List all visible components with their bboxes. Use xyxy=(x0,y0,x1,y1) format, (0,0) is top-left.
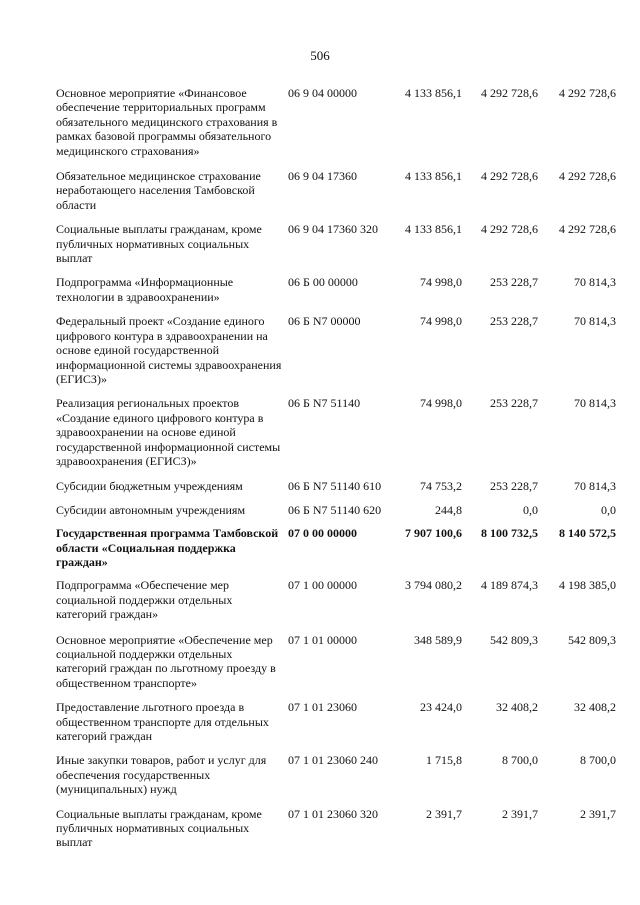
amount-year-2: 4 189 874,3 xyxy=(481,578,538,593)
row-name: Предоставление льготного проезда в общественном транспорте для отдельных категорий граждан xyxy=(56,700,269,744)
table-row xyxy=(56,807,616,850)
row-code xyxy=(286,222,398,236)
amount-year-1: 7 907 100,6 xyxy=(405,526,462,541)
target-code: 06 9 04 17360 xyxy=(288,222,357,237)
amount-year-1: 1 715,8 xyxy=(426,753,462,768)
target-code: 07 1 01 23060 xyxy=(288,700,357,715)
amount-year-3: 2 391,7 xyxy=(580,806,616,821)
amount-year-1: 4 133 856,1 xyxy=(405,86,462,100)
amount-year-3: 70 814,3 xyxy=(574,314,616,329)
amount-year-1: 74 998,0 xyxy=(420,396,462,411)
amount-year-3: 4 292 728,6 xyxy=(559,169,616,184)
row-name: Иные закупки товаров, работ и услуг для обеспечения государственных (муниципальных) нужд xyxy=(56,753,267,797)
row-name: Федеральный проект «Создание единого цифрового контура в здравоохранении на основе единой государственной информационной системы здравоохранения (ЕГИСЗ)» xyxy=(56,314,282,386)
target-code: 06 9 04 00000 xyxy=(288,86,357,100)
table-row xyxy=(56,753,616,796)
row-code xyxy=(286,396,398,410)
table-row xyxy=(56,578,616,621)
amount-year-2: 253 228,7 xyxy=(490,314,538,329)
amount-year-3: 8 140 572,5 xyxy=(559,526,616,541)
row-code xyxy=(286,633,398,647)
table-row xyxy=(56,526,616,569)
table-row xyxy=(56,396,616,468)
target-code: 06 Б N7 51140 xyxy=(288,479,361,494)
row-name: Основное мероприятие «Финансовое обеспечение территориальных программ обязательного медицинского страхования в рамках базовой программы обязательного медицинского страхования» xyxy=(56,86,278,158)
amount-year-3: 70 814,3 xyxy=(574,479,616,494)
row-code xyxy=(286,169,398,183)
amount-year-1: 4 133 856,1 xyxy=(405,222,462,237)
target-code: 07 1 01 23060 xyxy=(288,806,357,821)
amount-year-2: 0,0 xyxy=(523,502,538,517)
row-name: Подпрограмма «Информационные технологии в здравоохранении» xyxy=(56,275,234,304)
target-code: 07 0 00 00000 xyxy=(288,526,357,541)
target-code: 06 Б N7 51140 xyxy=(288,502,361,517)
amount-year-2: 4 292 728,6 xyxy=(481,86,538,100)
row-code xyxy=(286,700,398,714)
amount-year-2: 253 228,7 xyxy=(490,396,538,411)
amount-year-1: 2 391,7 xyxy=(426,806,462,821)
expense-type-code: 240 xyxy=(360,753,378,768)
amount-year-1: 3 794 080,2 xyxy=(405,578,462,593)
amount-year-2: 253 228,7 xyxy=(490,479,538,494)
expense-type-code: 620 xyxy=(363,502,382,517)
amount-year-1: 4 133 856,1 xyxy=(405,169,462,184)
row-name: Государственная программа Тамбовской области «Социальная поддержка граждан» xyxy=(56,526,279,569)
target-code: 07 1 01 00000 xyxy=(288,632,357,647)
row-code xyxy=(286,86,398,100)
amount-year-1: 74 753,2 xyxy=(420,479,462,494)
amount-year-2: 4 292 728,6 xyxy=(481,169,538,184)
table-row xyxy=(56,86,616,158)
table-row xyxy=(56,700,616,743)
row-name: Социальные выплаты гражданам, кроме публичных нормативных социальных выплат xyxy=(56,222,262,266)
amount-year-3: 8 700,0 xyxy=(580,753,616,768)
row-code xyxy=(286,526,398,540)
table-row xyxy=(56,275,616,304)
target-code: 06 Б N7 51140 xyxy=(288,396,361,411)
target-code: 06 9 04 17360 xyxy=(288,169,357,184)
amount-year-2: 542 809,3 xyxy=(490,632,538,647)
row-code xyxy=(286,275,398,289)
budget-table xyxy=(56,86,616,850)
target-code: 07 1 00 00000 xyxy=(288,578,357,593)
amount-year-3: 4 198 385,0 xyxy=(559,578,616,593)
table-row xyxy=(56,503,616,517)
row-code xyxy=(286,479,398,493)
row-code xyxy=(286,314,398,328)
amount-year-2: 8 100 732,5 xyxy=(481,526,538,541)
expense-type-code: 320 xyxy=(360,806,378,821)
row-code xyxy=(286,807,398,821)
target-code: 07 1 01 23060 xyxy=(288,753,357,768)
amount-year-3: 0,0 xyxy=(601,502,616,517)
amount-year-2: 2 391,7 xyxy=(502,806,538,821)
target-code: 06 Б 00 00000 xyxy=(288,275,358,290)
expense-type-code: 610 xyxy=(363,479,382,494)
row-name: Основное мероприятие «Обеспечение мер социальной поддержки отдельных категорий граждан по льготному проезду в общественном транспорте» xyxy=(56,632,276,690)
row-name: Обязательное медицинское страхование неработающего населения Тамбовской области xyxy=(56,169,261,212)
amount-year-3: 32 408,2 xyxy=(574,700,616,715)
target-code: 06 Б N7 00000 xyxy=(288,314,361,329)
amount-year-1: 23 424,0 xyxy=(420,700,462,715)
amount-year-1: 74 998,0 xyxy=(420,314,462,329)
table-row xyxy=(56,169,616,212)
row-name: Субсидии бюджетным учреждениям xyxy=(56,479,243,494)
table-row xyxy=(56,633,616,691)
row-name: Реализация региональных проектов «Создание единого цифрового контура в здравоохранении на основе единой государственной информационной системы здравоохранения (ЕГИСЗ)» xyxy=(56,396,281,468)
amount-year-2: 32 408,2 xyxy=(496,700,538,715)
row-name: Субсидии автономным учреждениям xyxy=(56,502,246,517)
table-row xyxy=(56,479,616,493)
amount-year-3: 4 292 728,6 xyxy=(559,86,616,100)
amount-year-1: 348 589,9 xyxy=(414,632,462,647)
table-row xyxy=(56,222,616,265)
amount-year-2: 4 292 728,6 xyxy=(481,222,538,237)
row-code xyxy=(286,753,398,767)
row-code xyxy=(286,503,398,517)
amount-year-3: 70 814,3 xyxy=(574,396,616,411)
page-number: 506 xyxy=(310,48,330,63)
amount-year-1: 244,8 xyxy=(435,502,462,517)
amount-year-3: 4 292 728,6 xyxy=(559,222,616,237)
amount-year-3: 70 814,3 xyxy=(574,275,616,290)
table-row xyxy=(56,314,616,386)
amount-year-1: 74 998,0 xyxy=(420,275,462,290)
row-name: Подпрограмма «Обеспечение мер социальной поддержки отдельных категорий граждан» xyxy=(56,578,233,622)
amount-year-3: 542 809,3 xyxy=(568,632,616,647)
amount-year-2: 253 228,7 xyxy=(490,275,538,290)
expense-type-code: 320 xyxy=(360,222,378,237)
amount-year-2: 8 700,0 xyxy=(502,753,538,768)
row-code xyxy=(286,578,398,592)
row-name: Социальные выплаты гражданам, кроме публичных нормативных социальных выплат xyxy=(56,806,262,850)
